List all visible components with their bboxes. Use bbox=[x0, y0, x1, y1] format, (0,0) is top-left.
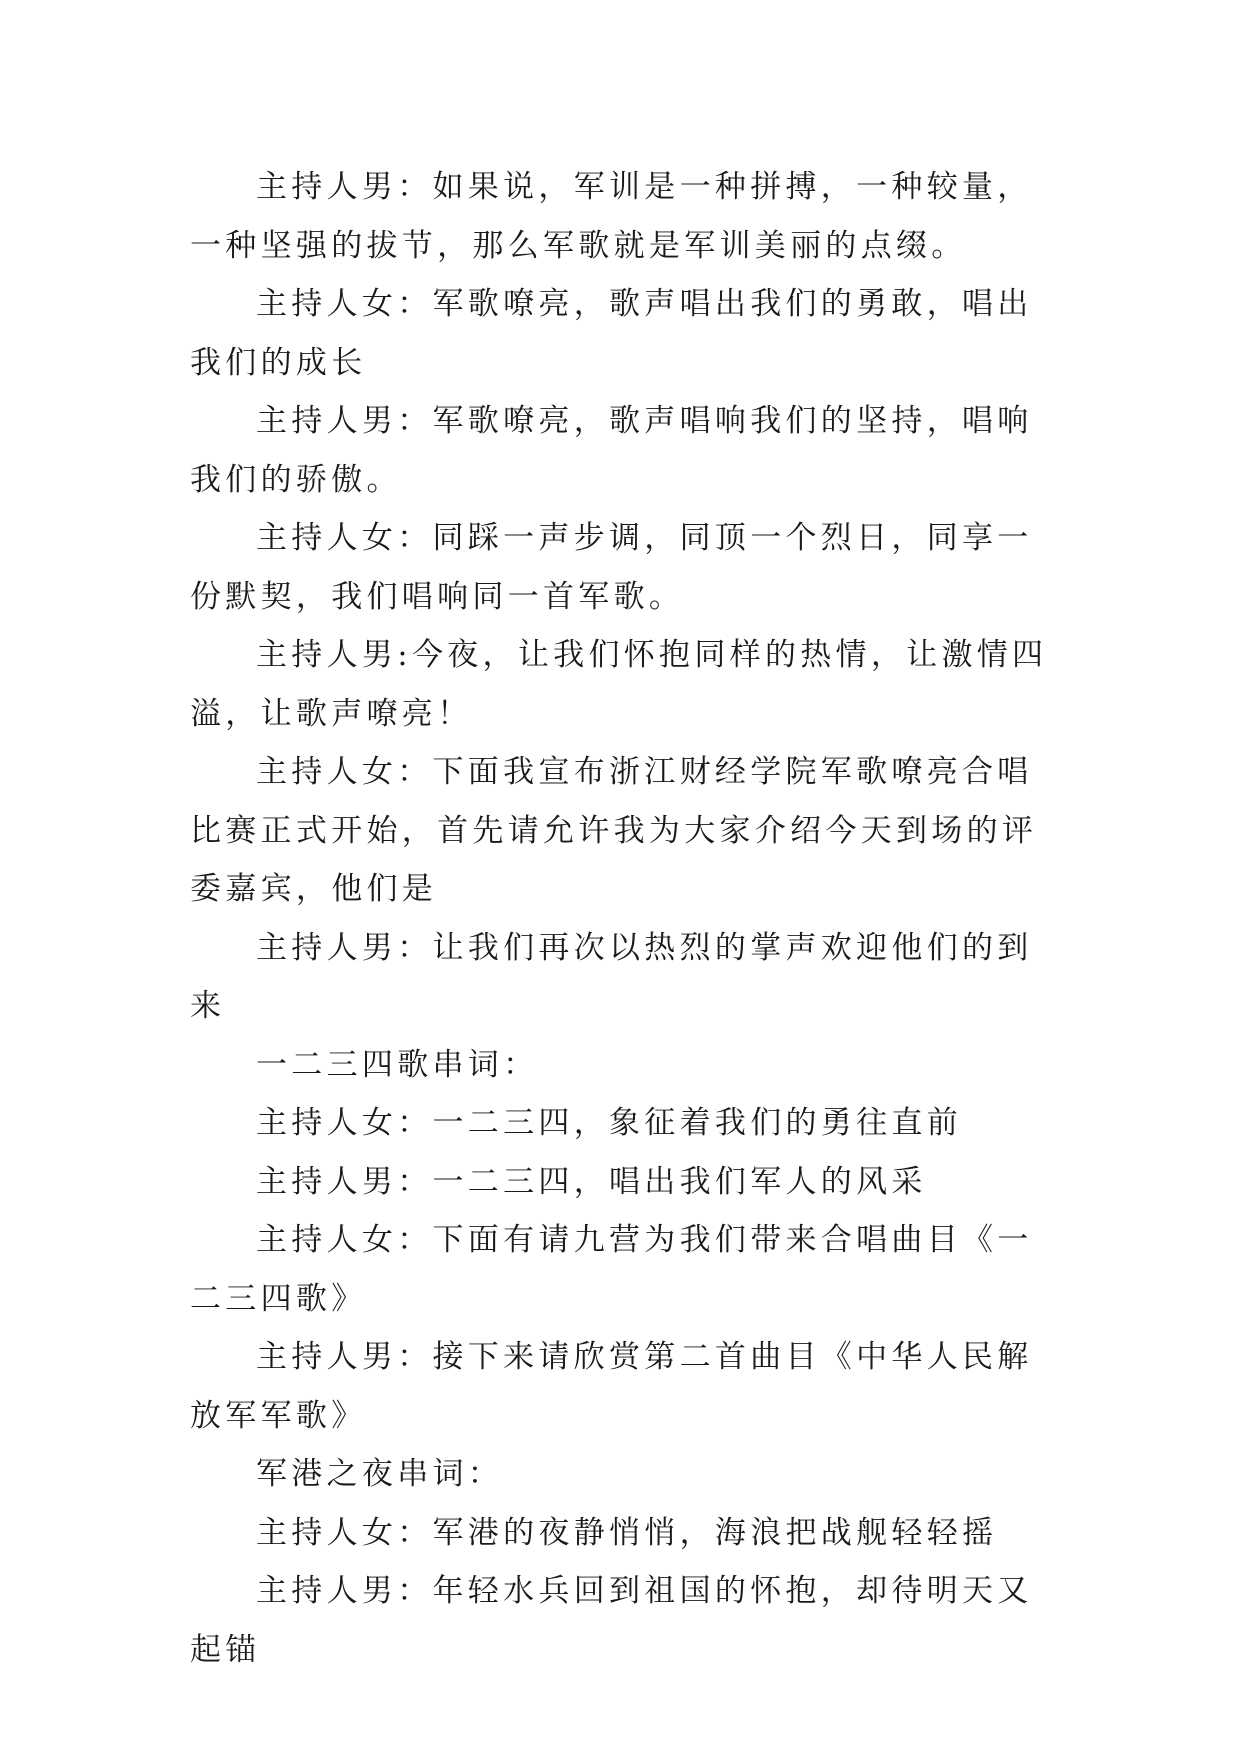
paragraph-10: 主持人男：一二三四，唱出我们军人的风采 bbox=[256, 1163, 927, 1200]
section-heading-yi-er-san-si: 一二三四歌串词： bbox=[256, 1046, 539, 1083]
paragraph-11: 主持人女：下面有请九营为我们带来合唱曲目《一二三四歌》 bbox=[190, 1222, 1033, 1317]
paragraph-1: 主持人男：如果说，军训是一种拼搏，一种较量，一种坚强的拔节，那么军歌就是军训美丽的点缀。 bbox=[190, 169, 1033, 264]
paragraph-4: 主持人女：同踩一声步调，同顶一个烈日，同享一份默契，我们唱响同一首军歌。 bbox=[190, 520, 1033, 615]
document-body bbox=[190, 158, 1050, 1679]
paragraph-2: 主持人女：军歌嘹亮，歌声唱出我们的勇敢，唱出我们的成长 bbox=[190, 286, 1033, 381]
paragraph-6: 主持人女：下面我宣布浙江财经学院军歌嘹亮合唱比赛正式开始，首先请允许我为大家介绍今天到场的评委嘉宾，他们是 bbox=[190, 754, 1038, 907]
paragraph-14: 主持人女：军港的夜静悄悄，海浪把战舰轻轻摇 bbox=[256, 1514, 998, 1551]
paragraph-12: 主持人男：接下来请欣赏第二首曲目《中华人民解放军军歌》 bbox=[190, 1339, 1033, 1434]
paragraph-5: 主持人男:今夜，让我们怀抱同样的热情，让激情四溢，让歌声嘹亮！ bbox=[190, 637, 1048, 732]
paragraph-7: 主持人男：让我们再次以热烈的掌声欢迎他们的到来 bbox=[190, 929, 1033, 1024]
paragraph-15: 主持人男：年轻水兵回到祖国的怀抱，却待明天又起锚 bbox=[190, 1573, 1033, 1668]
paragraph-3: 主持人男：军歌嘹亮，歌声唱响我们的坚持，唱响我们的骄傲。 bbox=[190, 403, 1033, 498]
paragraph-9: 主持人女：一二三四，象征着我们的勇往直前 bbox=[256, 1105, 962, 1141]
section-heading-jun-gang-zhi-ye: 军港之夜串词： bbox=[256, 1456, 504, 1492]
